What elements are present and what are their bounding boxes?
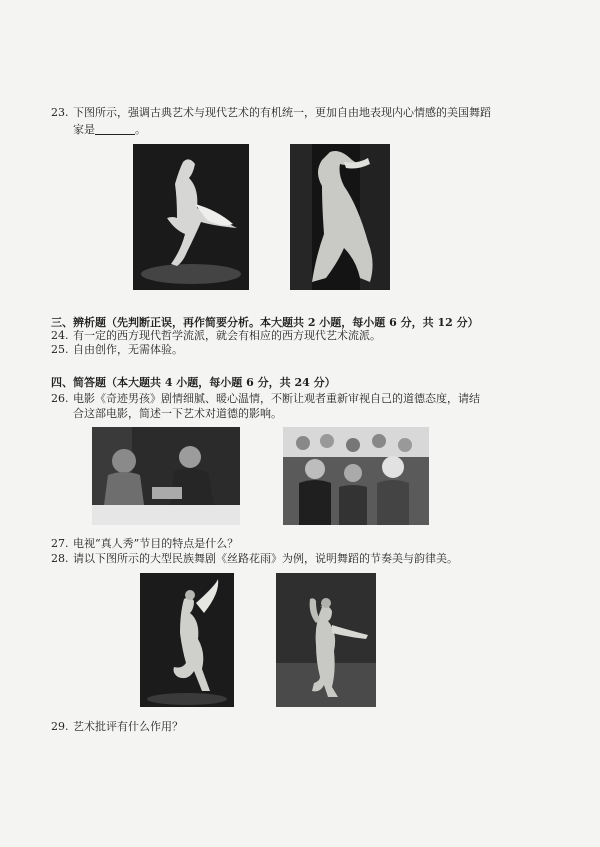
question-29	[51, 718, 183, 735]
question-23-line2	[73, 121, 146, 138]
question-text: 请以下图所示的大型民族舞剧《丝路花雨》为例，说明舞蹈的节奏美与韵律美。	[73, 552, 458, 565]
section-4-title: 四、简答题（本大题共 4 小题，每小题 6 分，共 24 分）	[51, 376, 336, 389]
question-text: 电视“真人秀”节目的特点是什么？	[73, 537, 239, 550]
dancer-photo-1	[133, 144, 249, 290]
movie-still-2	[283, 427, 429, 525]
question-number: 29.	[51, 720, 69, 733]
movie-image	[283, 427, 429, 525]
question-number: 27.	[51, 537, 69, 550]
question-text: 有一定的西方现代哲学流派，就会有相应的西方现代艺术流派。	[73, 329, 381, 342]
question-text: 艺术批评有什么作用？	[73, 720, 183, 733]
answer-blank	[95, 122, 135, 135]
question-26-line2: 合这部电影，简述一下艺术对道德的影响。	[73, 407, 282, 420]
question-number: 28.	[51, 552, 69, 565]
section-3-title: 三、辨析题（先判断正误，再作简要分析。本大题共 2 小题，每小题 6 分，共 12 分）	[51, 316, 479, 329]
dancer-image	[290, 144, 390, 290]
dancer-image	[133, 144, 249, 290]
question-text: 家是	[73, 123, 95, 136]
question-text: 自由创作，无需体验。	[73, 343, 183, 356]
dancer-photo-2	[290, 144, 390, 290]
question-28	[51, 550, 458, 567]
question-number: 23.	[51, 106, 69, 119]
question-number: 24.	[51, 329, 69, 342]
movie-image	[92, 427, 240, 525]
question-text: 。	[135, 123, 146, 136]
dance-drama-photo-1	[140, 573, 234, 707]
dance-drama-photo-2	[276, 573, 376, 707]
question-number: 26.	[51, 392, 69, 405]
question-text: 下图所示，强调古典艺术与现代艺术的有机统一，更加自由地表现内心情感的美国舞蹈	[73, 106, 491, 119]
dance-image	[276, 573, 376, 707]
movie-still-1	[92, 427, 240, 525]
question-25	[51, 341, 183, 358]
dance-image	[140, 573, 234, 707]
question-23	[51, 104, 551, 121]
question-text: 电影《奇迹男孩》剧情细腻、暖心温情，不断让观者重新审视自己的道德态度，请结	[73, 392, 480, 405]
question-number: 25.	[51, 343, 69, 356]
